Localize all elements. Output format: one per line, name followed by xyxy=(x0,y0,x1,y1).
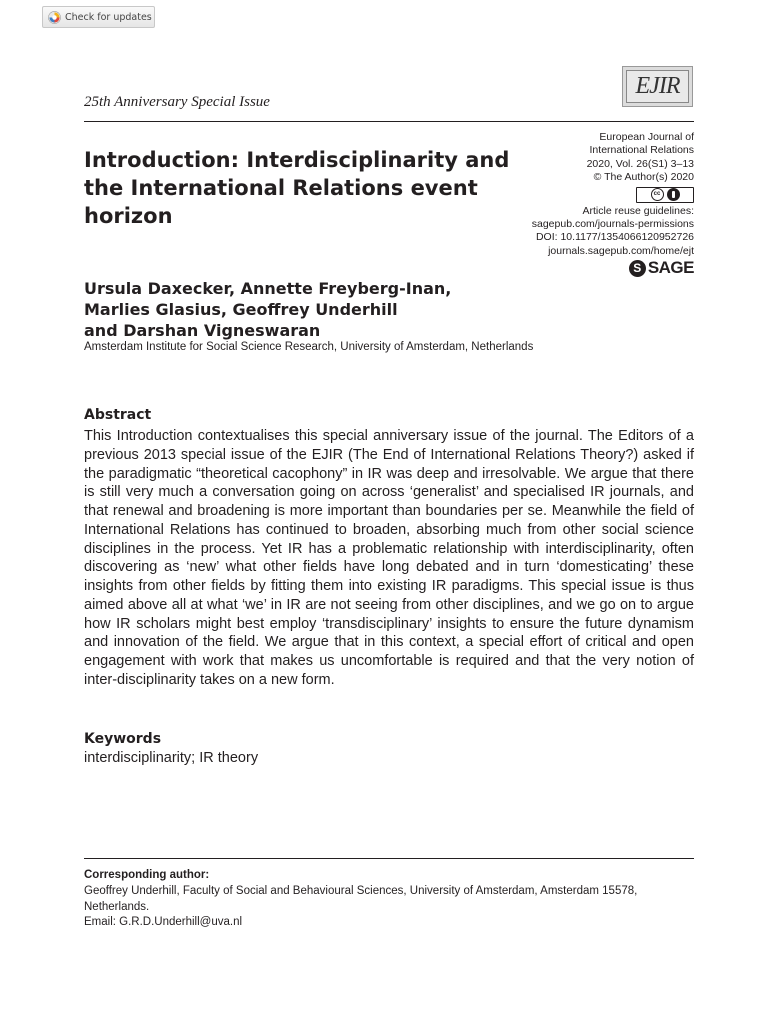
abstract-text: This Introduction contextualises this special anniversary issue of the journal. The Editors of a previous 2013 special issue of the EJIR (The End of International Relations Theory?) asked if the paradigmatic “theoretical cacophony” in IR was deep and irresolvable. We argue that there is still very much a conversation going on across ‘generalist’ and specialised IR journals, and that renewal and broadening is more important than boundaries per se. Meanwhile the field of International Relations has continued to broaden, absorbing much from other social science disciplines in the process. Yet IR has a problematic relationship with interdisciplinarity, often discovering as ‘new’ what other fields have long debated and in turn ‘domesticating’ these insights from other fields by fitting them into existing IR paradigms. This special issue is thus aimed above all at what ‘we’ in IR are not seeing from other disciplines, and we go on to argue how IR scholars might best employ ‘transdisciplinary’ insights to ensure the future dynamism and innovation of the field. We argue that in this context, a special effort of critical and open engagement with work that makes us uncomfortable is required and that the very notion of inter-disciplinarity takes on a new form. xyxy=(84,428,694,688)
special-issue-label: 25th Anniversary Special Issue xyxy=(84,94,270,110)
journal-name-line1: European Journal of xyxy=(599,131,694,143)
sage-icon: S xyxy=(629,260,646,277)
author-affiliation: Amsterdam Institute for Social Science Research, University of Amsterdam, Netherlands xyxy=(84,341,534,353)
journal-metadata xyxy=(474,131,694,258)
author-list xyxy=(84,278,564,341)
journal-logo xyxy=(622,66,693,107)
keywords-heading: Keywords xyxy=(84,731,162,747)
corresponding-author-email[interactable]: Email: G.R.D.Underhill@uva.nl xyxy=(84,916,243,928)
reuse-guidelines-link[interactable]: sagepub.com/journals-permissions xyxy=(531,218,694,231)
corresponding-author-address: Geoffrey Underhill, Faculty of Social and Behavioural Sciences, University of Amsterdam, Amsterdam 15578, Netherlands. xyxy=(84,885,638,913)
footer-divider xyxy=(84,858,694,859)
corresponding-author-heading: Corresponding author: xyxy=(84,869,210,881)
attribution-icon xyxy=(667,188,680,201)
creative-commons-badge[interactable] xyxy=(636,187,694,203)
updates-icon xyxy=(48,11,61,24)
journal-volume: 2020, Vol. 26(S1) 3–13 xyxy=(586,157,694,170)
article-title: Introduction: Interdisciplinarity and the International Relations event horizon xyxy=(84,148,510,228)
reuse-guidelines-label: Article reuse guidelines: xyxy=(582,204,694,217)
journal-copyright: © The Author(s) 2020 xyxy=(593,171,694,184)
author-line: Marlies Glasius, Geoffrey Underhill xyxy=(84,300,398,319)
corresponding-author-details xyxy=(84,884,696,931)
publisher-logo xyxy=(629,258,694,278)
author-line: and Darshan Vigneswaran xyxy=(84,321,321,340)
header-divider xyxy=(84,121,694,122)
cc-icon: cc xyxy=(651,188,664,201)
check-for-updates-label: Check for updates xyxy=(65,11,152,23)
journal-name-line2: International Relations xyxy=(589,144,694,157)
article-doi[interactable]: DOI: 10.1177/1354066120952726 xyxy=(535,231,694,244)
journal-logo-text: EJIR xyxy=(626,70,689,103)
check-for-updates-button[interactable] xyxy=(42,6,155,28)
abstract-heading: Abstract xyxy=(84,407,152,423)
publisher-name: SAGE xyxy=(647,258,694,277)
author-line: Ursula Daxecker, Annette Freyberg-Inan, xyxy=(84,279,452,298)
journal-homepage-link[interactable]: journals.sagepub.com/home/ejt xyxy=(548,244,694,257)
keywords-text: interdisciplinarity; IR theory xyxy=(84,750,259,766)
